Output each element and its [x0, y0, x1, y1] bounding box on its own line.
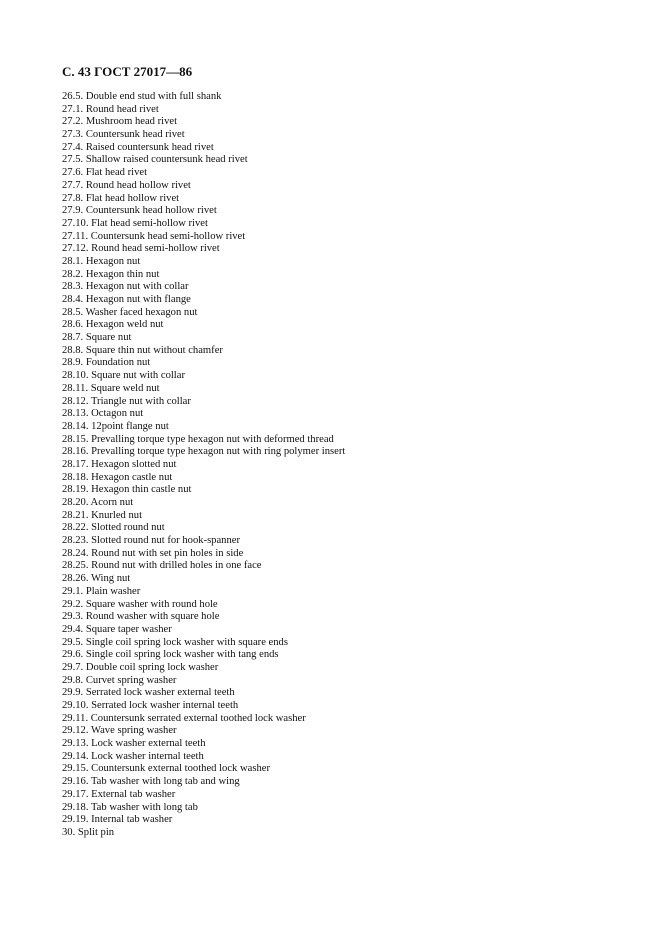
term-item: 28.1. Hexagon nut: [62, 255, 141, 267]
term-item: 29.3. Round washer with square hole: [62, 611, 220, 623]
term-item: 28.16. Prevalling torque type hexagon nut with ring polymer insert: [62, 446, 346, 458]
page-header: С. 43 ГОСТ 27017—86: [62, 64, 193, 79]
term-item: 29.10. Serrated lock washer internal teeth: [62, 700, 239, 711]
term-item: 28.13. Octagon nut: [62, 408, 144, 420]
term-item: 27.10. Flat head semi-hollow rivet: [62, 217, 208, 229]
term-item: 29.19. Internal tab washer: [62, 814, 173, 826]
term-item: 28.2. Hexagon thin nut: [62, 268, 160, 280]
term-item: 28.9. Foundation nut: [62, 357, 151, 369]
term-item: 29.9. Serrated lock washer external teeth: [62, 687, 235, 699]
term-item: 30. Split pin: [62, 826, 115, 838]
term-item: 29.16. Tab washer with long tab and wing: [62, 776, 240, 788]
term-item: 29.17. External tab washer: [62, 788, 176, 800]
term-item: 29.1. Plain washer: [62, 585, 141, 597]
term-item: 28.24. Round nut with set pin holes in side: [62, 547, 244, 559]
term-item: 28.26. Wing nut: [62, 573, 131, 585]
term-item: 27.8. Flat head hollow rivet: [62, 192, 180, 204]
term-item: 29.11. Countersunk serrated external toothed lock washer: [62, 712, 306, 724]
term-item: 27.2. Mushroom head rivet: [62, 116, 178, 128]
term-item: 29.4. Square taper washer: [62, 623, 172, 635]
term-item: 27.11. Countersunk head semi-hollow rivet: [62, 230, 246, 242]
term-item: 29.13. Lock washer external teeth: [62, 738, 206, 750]
term-item: 29.7. Double coil spring lock washer: [62, 661, 219, 673]
term-item: 28.5. Washer faced hexagon nut: [62, 306, 198, 318]
term-item: 28.3. Hexagon nut with collar: [62, 281, 189, 293]
term-item: 28.6. Hexagon weld nut: [62, 319, 164, 331]
term-item: 29.6. Single coil spring lock washer with tang ends: [62, 649, 279, 661]
term-item: 29.2. Square washer with round hole: [62, 598, 218, 610]
term-item: 28.18. Hexagon castle nut: [62, 471, 173, 483]
term-item: 27.1. Round head rivet: [62, 103, 159, 115]
term-list: [62, 91, 345, 840]
term-item: 26.5. Double end stud with full shank: [62, 91, 222, 102]
term-item: 28.20. Acorn nut: [62, 497, 134, 508]
term-item: 28.21. Knurled nut: [62, 509, 143, 521]
term-item: 29.14. Lock washer internal teeth: [62, 750, 204, 762]
term-item: 28.17. Hexagon slotted nut: [62, 458, 177, 470]
term-item: 27.7. Round head hollow rivet: [62, 179, 191, 191]
term-item: 27.4. Raised countersunk head rivet: [62, 141, 214, 153]
term-item: 27.6. Flat head rivet: [62, 167, 148, 179]
term-item: 27.9. Countersunk head hollow rivet: [62, 205, 217, 217]
term-item: 28.25. Round nut with drilled holes in one face: [62, 560, 262, 572]
term-item: 29.12. Wave spring washer: [62, 725, 177, 737]
term-item: 28.23. Slotted round nut for hook-spanner: [62, 535, 241, 547]
term-item: 27.5. Shallow raised countersunk head rivet: [62, 154, 248, 166]
term-item: 29.8. Curvet spring washer: [62, 674, 177, 686]
term-item: 29.5. Single coil spring lock washer with square ends: [62, 636, 288, 648]
term-item: 28.11. Square weld nut: [62, 382, 160, 394]
term-item: 28.10. Square nut with collar: [62, 370, 185, 382]
term-item: 28.12. Triangle nut with collar: [62, 395, 191, 407]
term-item: 28.19. Hexagon thin castle nut: [62, 484, 192, 496]
term-item: 28.7. Square nut: [62, 332, 132, 344]
term-item: 28.14. 12point flange nut: [62, 420, 169, 432]
term-item: 29.18. Tab washer with long tab: [62, 801, 198, 813]
term-item: 28.22. Slotted round nut: [62, 522, 165, 534]
term-item: 28.8. Square thin nut without chamfer: [62, 344, 223, 356]
term-item: 28.15. Prevalling torque type hexagon nut with deformed thread: [62, 433, 334, 445]
term-item: 27.3. Countersunk head rivet: [62, 129, 185, 141]
term-item: 27.12. Round head semi-hollow rivet: [62, 243, 220, 255]
term-item: 29.15. Countersunk external toothed lock washer: [62, 763, 271, 775]
term-item: 28.4. Hexagon nut with flange: [62, 294, 191, 305]
